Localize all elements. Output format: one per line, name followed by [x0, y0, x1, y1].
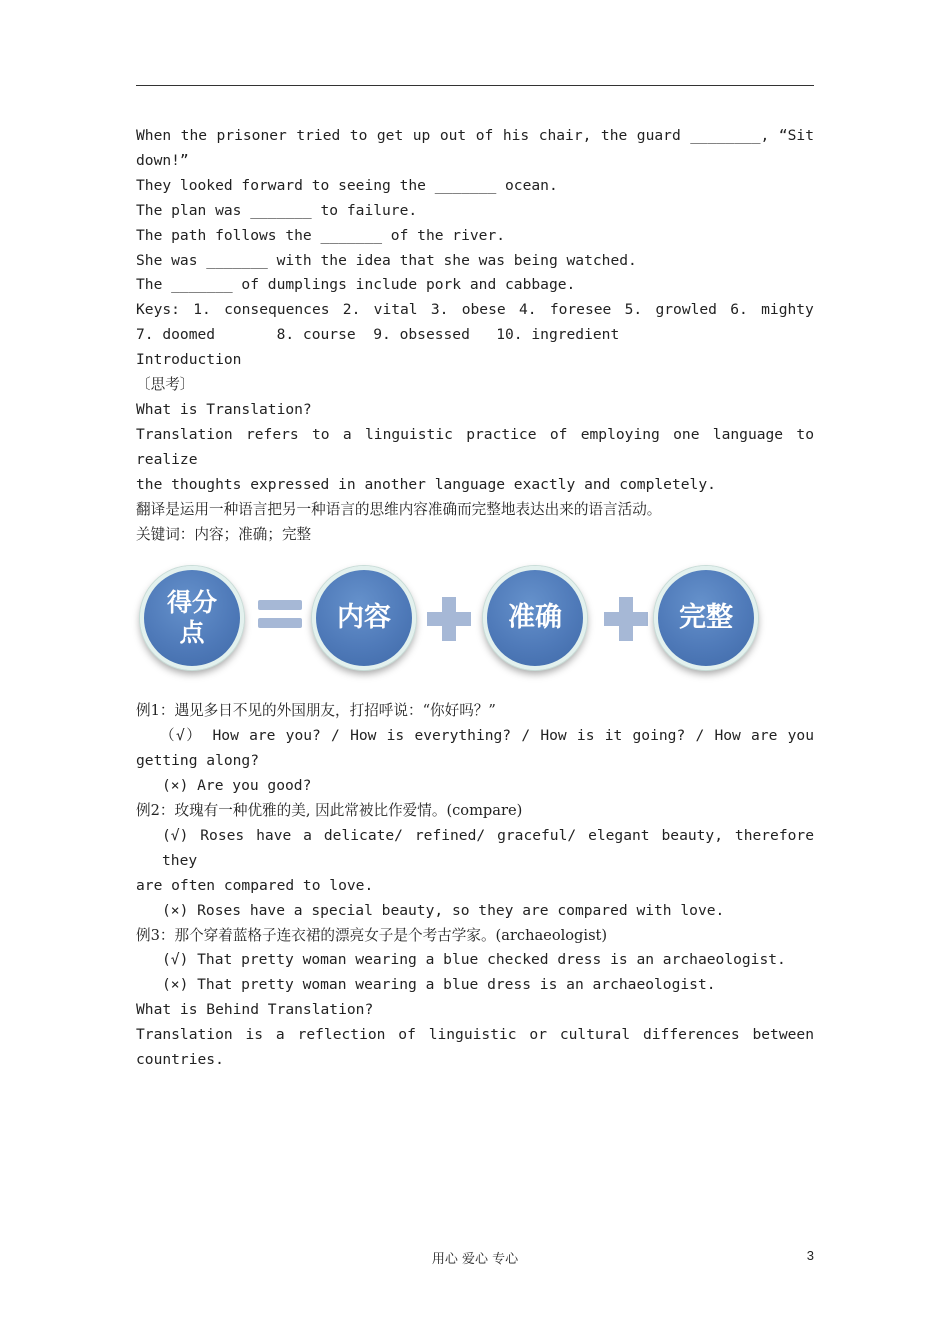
question-heading: What is Translation? — [136, 400, 312, 418]
equals-sign-top — [258, 600, 302, 610]
keys-token: 4. — [518, 301, 537, 319]
definition-zh: 翻译是运用一种语言把另一种语言的思维内容准确而完整地表达出来的语言活动。 — [136, 500, 662, 518]
answer-keys-row — [136, 298, 814, 323]
example-correct: (√) That pretty woman wearing a blue checked dress is an archaeologist. — [162, 951, 786, 969]
exercise-line: She was _______ with the idea that she was being watched. — [136, 251, 637, 269]
example-correct: are often compared to love. — [136, 876, 374, 894]
exercise-line: The path follows the _______ of the river. — [136, 226, 506, 244]
header-rule — [136, 85, 814, 86]
example-correct: getting along? — [136, 752, 260, 770]
exercise-line: The plan was _______ to failure. — [136, 201, 418, 219]
footer-motto: 用心 爱心 专心 — [431, 1252, 519, 1267]
example-correct: （√） How are you? / How is everything? / How is it going? / How are you — [160, 727, 814, 745]
keys-token: 3. — [430, 301, 449, 319]
circle-label: 得分 — [166, 588, 217, 618]
example-title: 例2：玫瑰有一种优雅的美, 因此常被比作爱情。(compare) — [136, 802, 523, 820]
thinking-label: 〔思考〕 — [136, 376, 195, 394]
question-heading: What is Behind Translation? — [136, 1001, 374, 1019]
exercise-line: They looked forward to seeing the _______ ocean. — [136, 176, 558, 194]
example-wrong: (×) That pretty woman wearing a blue dress is an archaeologist. — [162, 976, 716, 994]
example-title: 例1：遇见多日不见的外国朋友，打招呼说：“你好吗？” — [136, 702, 496, 720]
equals-sign-bottom — [258, 618, 302, 628]
keys-token: mighty — [761, 301, 814, 319]
exercise-line: When the prisoner tried to get up out of his chair, the guard ________, “Sit — [136, 127, 814, 144]
definition-en: Translation refers to a linguistic practice of employing one language to realize — [136, 425, 814, 468]
definition-en: the thoughts expressed in another language exactly and completely. — [136, 475, 716, 493]
circle-label: 准确 — [508, 601, 562, 633]
page-number: 3 — [806, 1248, 814, 1263]
plus-sign — [604, 597, 648, 641]
accuracy-circle — [483, 566, 587, 670]
keys-token: 5. — [624, 301, 643, 319]
section-heading: Introduction — [136, 351, 242, 369]
keys-token: 6. — [730, 301, 748, 319]
exercise-line: down!” — [136, 151, 189, 169]
answer-text: countries. — [136, 1051, 224, 1069]
example-wrong: (×) Roses have a special beauty, so they are compared with love. — [162, 901, 725, 919]
exercise-line: The _______ of dumplings include pork and cabbage. — [136, 276, 576, 294]
circle-label: 点 — [179, 618, 205, 648]
keys-token: obese — [461, 301, 506, 319]
keys-token: vital — [373, 301, 418, 319]
example-title: 例3：那个穿着蓝格子连衣裙的漂亮女子是个考古学家。(archaeologist) — [136, 926, 608, 944]
keys-token: growled — [655, 301, 717, 319]
example-wrong: (×) Are you good? — [162, 777, 312, 795]
score-point-circle — [140, 566, 244, 670]
example-correct: (√) Roses have a delicate/ refined/ graceful/ elegant beauty, therefore they — [162, 826, 814, 869]
keys-token: 2. — [342, 301, 361, 319]
keywords: 关键词：内容；准确；完整 — [136, 525, 312, 543]
answer-text: Translation is a reflection of linguistic or cultural differences between — [136, 1026, 814, 1044]
completeness-circle — [654, 566, 758, 670]
score-diagram — [136, 560, 814, 684]
keys-token: 1. — [193, 301, 211, 319]
keys-token: consequences — [224, 301, 330, 319]
content-circle — [312, 566, 416, 670]
plus-sign — [427, 597, 471, 641]
keys-token: foresee — [549, 301, 612, 319]
circle-label: 完整 — [679, 601, 733, 633]
circle-label: 内容 — [337, 601, 391, 633]
keys-token: Keys: — [136, 301, 180, 319]
page-body — [136, 124, 814, 1073]
answer-keys-row: 7. doomed 8. course 9. obsessed 10. ingredient — [136, 326, 620, 344]
